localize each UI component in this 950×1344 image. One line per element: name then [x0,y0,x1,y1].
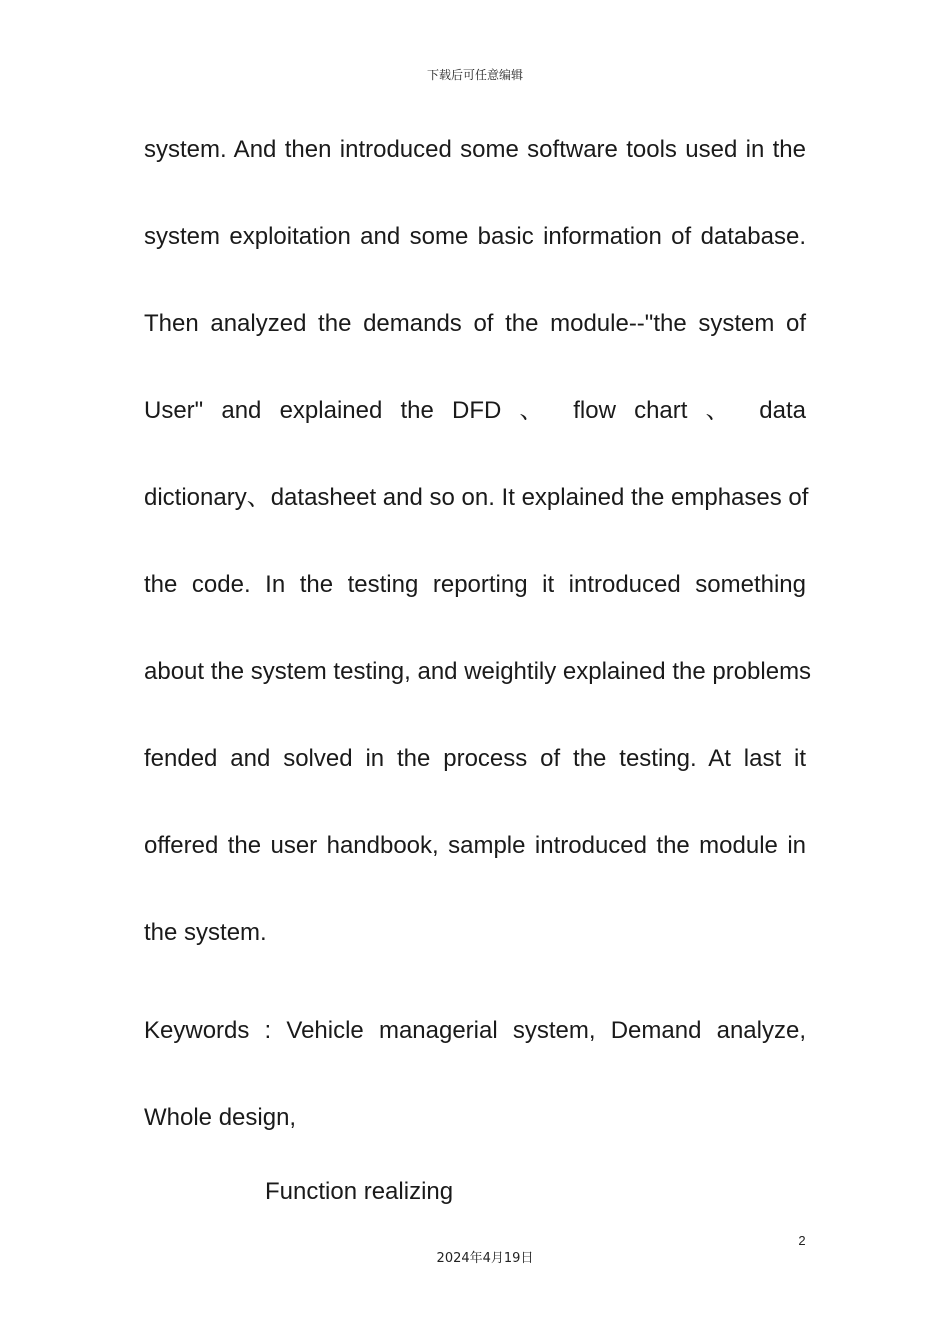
keywords-final: Function realizing [265,1178,454,1205]
body-line-10: the system. [144,919,267,946]
body-line-9: offered the user handbook, sample introduced the module in [144,832,806,859]
body-line-3: Then analyzed the demands of the module--"the system of [144,310,806,337]
header-note: 下载后可任意编辑 [426,68,523,82]
body-line-4: User" and explained the DFD 、 flow chart 、 data [144,397,806,424]
keywords-line: Keywords : Vehicle managerial system, Demand analyze, [144,1017,806,1044]
body-line-1: system. And then introduced some software tools used in the [144,136,806,163]
keywords-continuation: Whole design, [144,1104,297,1131]
body-line-2: system exploitation and some basic information of database. [144,223,806,250]
footer-date: 2024年4月19日 [436,1251,534,1266]
page-number: 2 [798,1233,806,1248]
body-line-7: about the system testing, and weightily explained the problems [144,658,812,685]
body-line-5: dictionary、datasheet and so on. It explained the emphases of [144,484,809,511]
body-line-8: fended and solved in the process of the testing. At last it [144,745,806,772]
body-line-6: the code. In the testing reporting it introduced something [144,571,806,598]
